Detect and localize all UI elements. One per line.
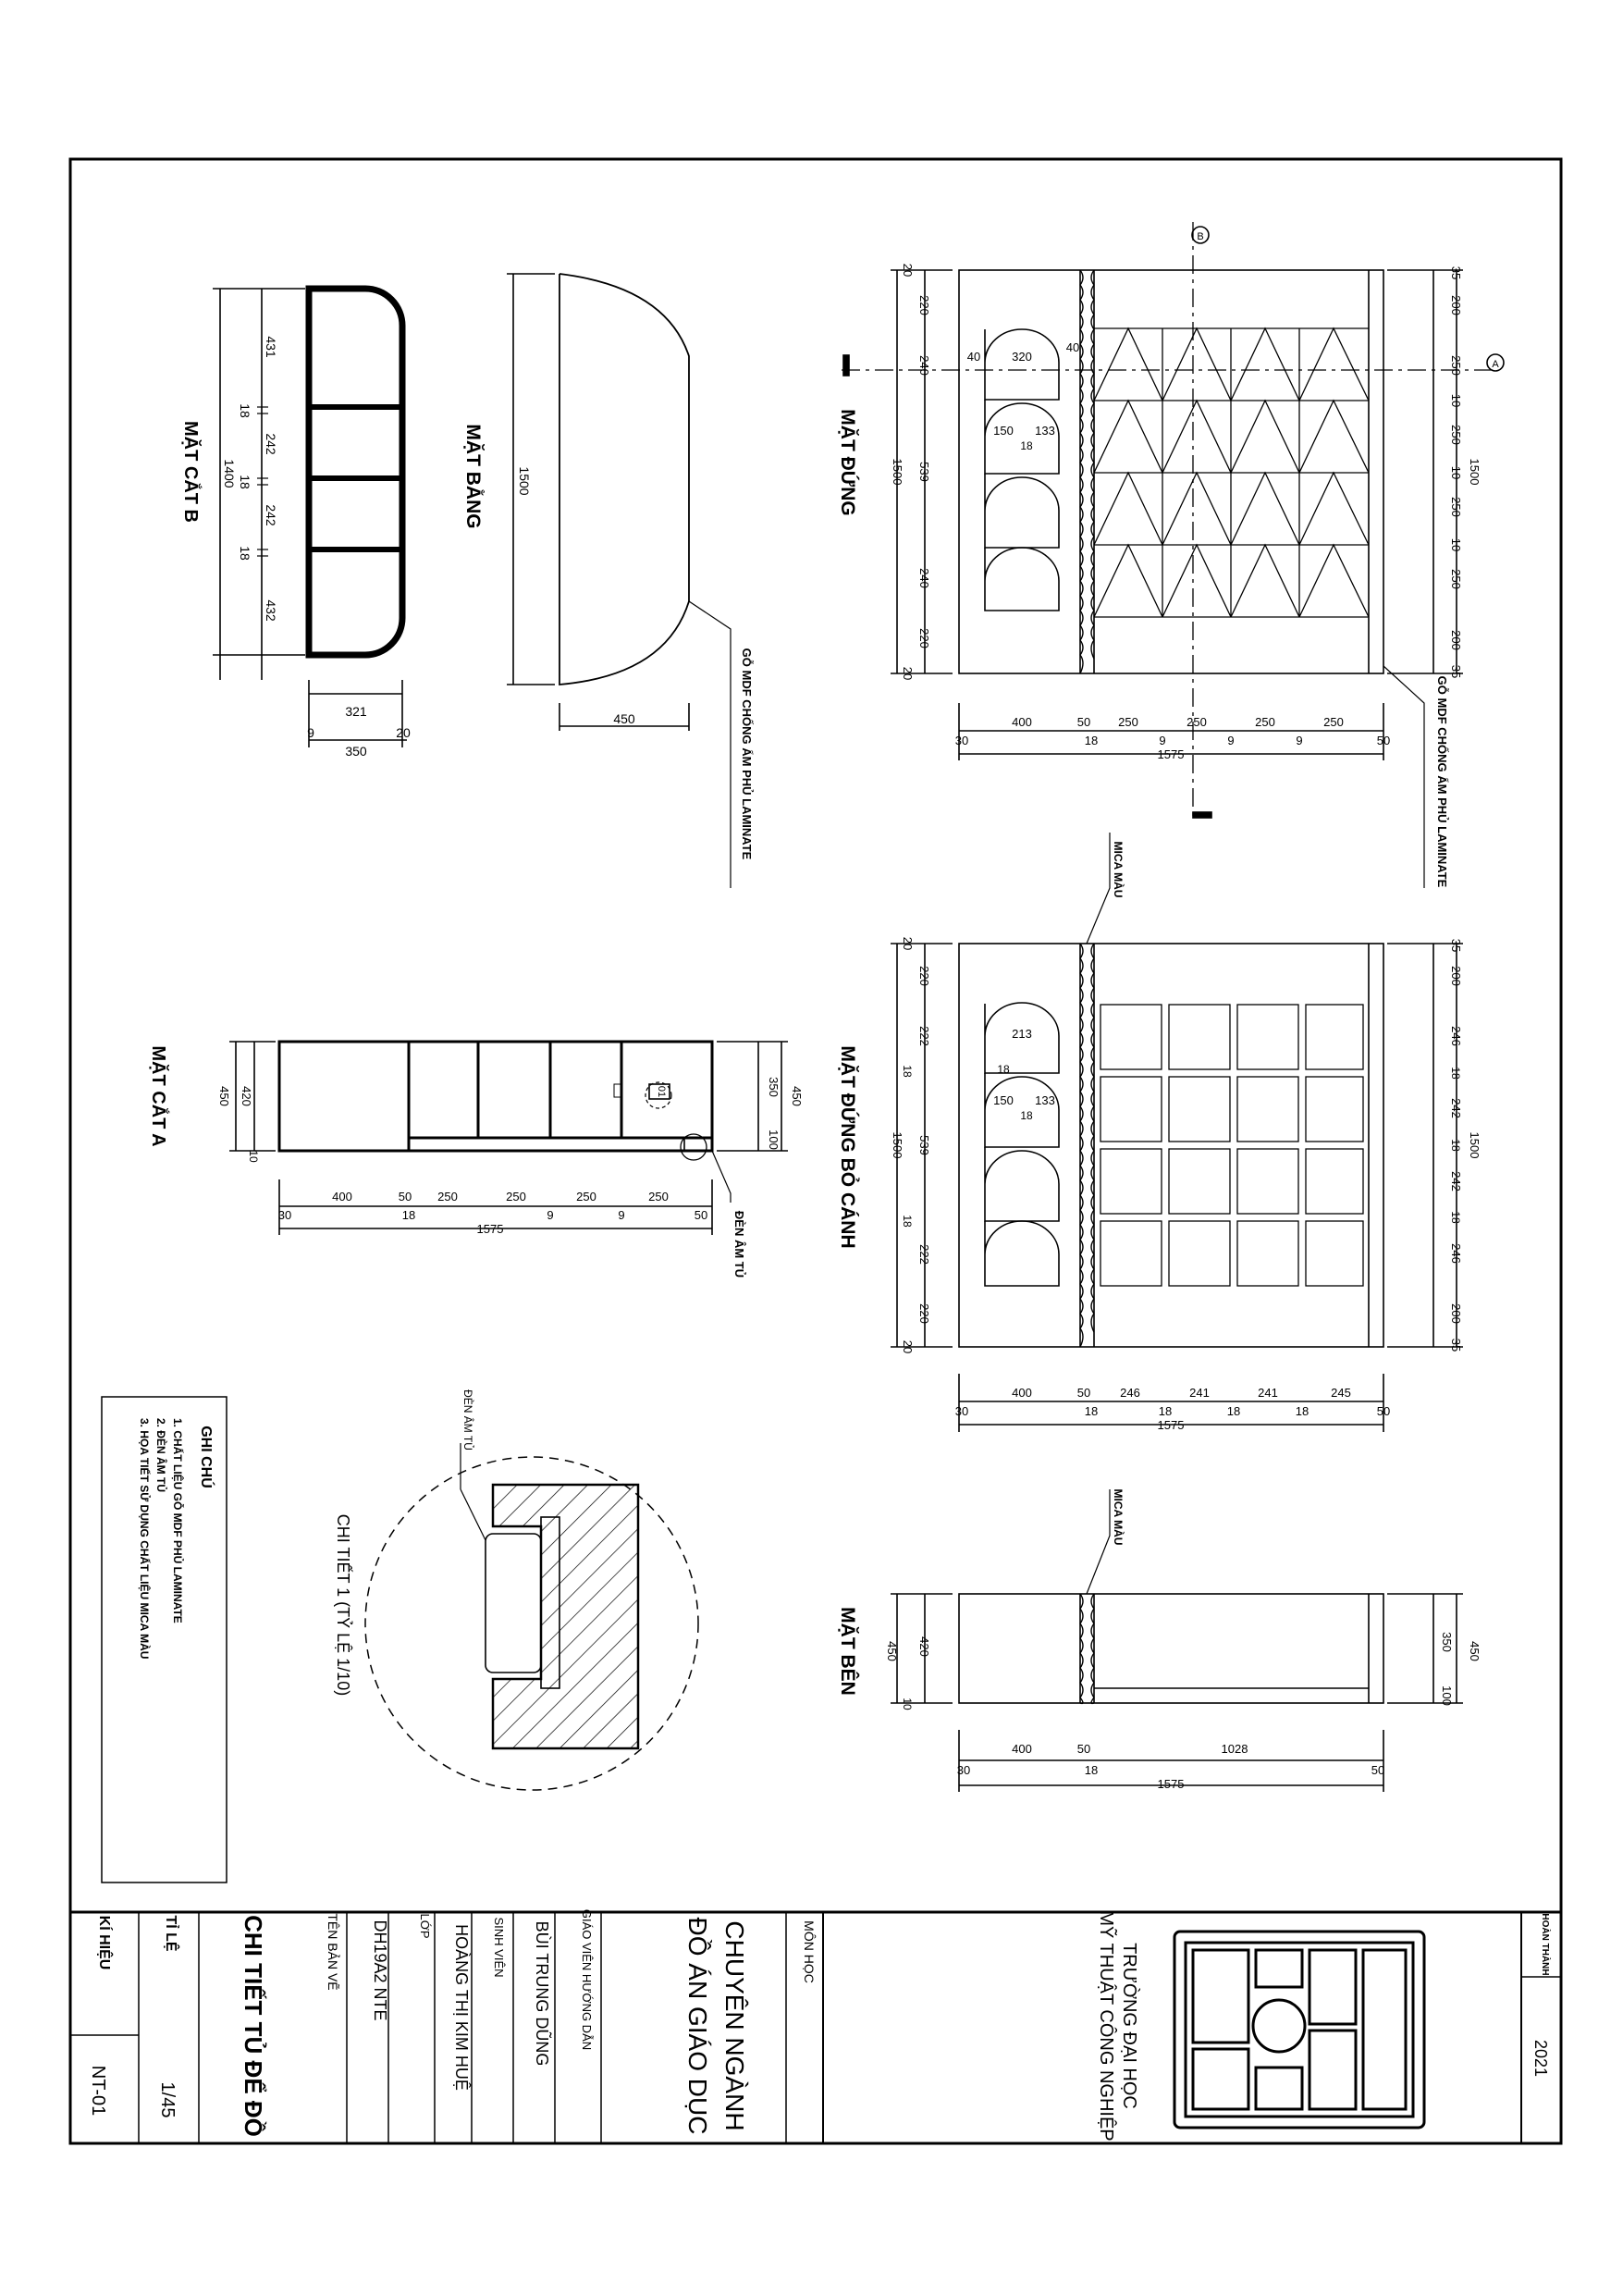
svg-text:250: 250: [1449, 425, 1463, 445]
svg-text:18: 18: [1158, 1404, 1173, 1418]
view-mat-ben: [837, 1489, 1482, 1792]
svg-text:150: 150: [993, 1093, 1014, 1107]
svg-text:400: 400: [1012, 1386, 1032, 1400]
svg-text:400: 400: [332, 1190, 352, 1204]
svg-text:220: 220: [917, 628, 931, 648]
drawing-label: TÊN BẢN VẼ: [326, 1913, 340, 1991]
svg-text:246: 246: [1449, 1243, 1463, 1264]
view-mat-cat-b: [180, 289, 411, 759]
svg-text:320: 320: [1012, 350, 1032, 364]
svg-text:20: 20: [901, 936, 915, 951]
svg-text:10: 10: [1449, 465, 1463, 480]
teacher: BÙI TRUNG DŨNG: [533, 1920, 551, 2067]
code-value: NT-01: [88, 2065, 108, 2117]
title-detail-1: CHI TIẾT 1 (TỶ LỆ 1/10): [334, 1513, 352, 1697]
svg-text:20: 20: [901, 1339, 915, 1354]
svg-text:18: 18: [1020, 1109, 1033, 1122]
svg-text:220: 220: [917, 295, 931, 315]
notes-box: [102, 1397, 227, 1882]
svg-text:1575: 1575: [476, 1222, 504, 1236]
svg-text:350: 350: [1440, 1632, 1454, 1652]
status-label: HOÀN THÀNH: [1540, 1913, 1550, 1976]
svg-text:222: 222: [917, 1026, 931, 1046]
school-line-2: MỸ THUẬT CÔNG NGHIỆP: [1096, 1910, 1116, 2142]
dim-18c: 18: [238, 546, 252, 561]
svg-text:200: 200: [1449, 966, 1463, 986]
svg-text:9: 9: [547, 1208, 554, 1222]
view-mat-cat-a: [148, 1042, 804, 1278]
class: DH19A2 NTE: [371, 1920, 389, 2021]
subject-line-1: CHUYÊN NGÀNH: [720, 1920, 749, 2131]
school-line-1: TRƯỜNG ĐẠI HỌC: [1119, 1943, 1139, 2109]
svg-text:50: 50: [1076, 1386, 1091, 1400]
svg-text:1575: 1575: [1157, 1418, 1185, 1432]
shelf-grid: [1100, 1005, 1363, 1286]
svg-text:250: 250: [576, 1190, 596, 1204]
class-label: LỚP: [418, 1913, 432, 1939]
svg-text:420: 420: [240, 1086, 253, 1106]
section-mark-b: B: [1197, 231, 1204, 242]
svg-text:240: 240: [917, 568, 931, 588]
view-mat-dung-bo-canh: [837, 833, 1482, 1432]
svg-text:50: 50: [694, 1208, 708, 1222]
svg-text:100: 100: [767, 1129, 781, 1150]
svg-text:420: 420: [917, 1636, 931, 1657]
code-label: KÍ HIỆU: [96, 1915, 112, 1970]
detail-mark-01: 01: [656, 1085, 667, 1098]
svg-text:10: 10: [1449, 393, 1463, 408]
student-label: SINH VIÊN: [492, 1917, 506, 1978]
notes-heading: GHI CHÚ: [198, 1426, 214, 1488]
svg-text:250: 250: [1449, 355, 1463, 376]
svg-text:18: 18: [1226, 1404, 1241, 1418]
svg-text:10: 10: [1449, 537, 1463, 552]
school-logo: [1174, 1932, 1424, 2128]
dim-450-plan: 450: [613, 711, 635, 726]
svg-text:10: 10: [901, 1697, 914, 1710]
svg-text:9: 9: [1227, 734, 1235, 747]
svg-text:18: 18: [1084, 1763, 1099, 1777]
svg-text:18: 18: [901, 1215, 914, 1228]
svg-text:245: 245: [1331, 1386, 1351, 1400]
svg-text:30: 30: [956, 1763, 971, 1777]
svg-text:1575: 1575: [1157, 1777, 1185, 1791]
svg-text:18: 18: [1295, 1404, 1309, 1418]
svg-text:40: 40: [966, 350, 981, 364]
arch-panels: [985, 329, 1059, 611]
note-1: 1. CHẤT LIỆU GỖ MDF PHỦ LAMINATE: [171, 1418, 184, 1623]
svg-text:18: 18: [1449, 1139, 1462, 1152]
dim-432: 432: [264, 599, 278, 622]
svg-text:50: 50: [1376, 734, 1391, 747]
section-mark-a: A: [1492, 359, 1499, 370]
svg-text:18: 18: [1084, 1404, 1099, 1418]
svg-text:18: 18: [1020, 439, 1033, 452]
svg-text:50: 50: [1076, 1742, 1091, 1756]
svg-text:240: 240: [917, 355, 931, 376]
title-mat-dung: MẶT ĐỨNG: [837, 409, 858, 516]
dim-242a: 242: [264, 433, 278, 455]
section-b-outline: [309, 289, 402, 655]
title-mat-cat-a: MẶT CẮT A: [148, 1045, 168, 1147]
svg-text:10: 10: [247, 1150, 260, 1163]
svg-text:20: 20: [901, 666, 915, 681]
svg-text:35: 35: [1449, 664, 1463, 679]
svg-text:450: 450: [1468, 1641, 1482, 1661]
student: HOÀNG THỊ KIM HUỆ: [452, 1924, 471, 2091]
svg-text:450: 450: [885, 1641, 899, 1661]
svg-text:450: 450: [790, 1086, 804, 1106]
svg-text:18: 18: [401, 1208, 416, 1222]
note-2: 2. ĐÈN ÂM TỦ: [154, 1418, 167, 1493]
svg-text:350: 350: [767, 1077, 781, 1097]
dim-350: 350: [345, 744, 367, 759]
svg-text:1500: 1500: [1468, 1131, 1482, 1159]
view-mat-bang: [462, 274, 754, 888]
svg-text:133: 133: [1035, 424, 1055, 438]
svg-text:18: 18: [1449, 1067, 1462, 1080]
svg-text:213: 213: [1012, 1027, 1032, 1041]
svg-text:18: 18: [1449, 1211, 1462, 1224]
svg-text:250: 250: [1255, 715, 1275, 729]
svg-text:30: 30: [954, 1404, 969, 1418]
svg-text:40: 40: [1065, 340, 1080, 354]
svg-text:35: 35: [1449, 265, 1463, 280]
title-mat-ben: MẶT BÊN: [837, 1607, 858, 1696]
svg-text:220: 220: [917, 966, 931, 986]
svg-text:1028: 1028: [1221, 1742, 1248, 1756]
svg-text:18: 18: [1084, 734, 1099, 747]
svg-text:200: 200: [1449, 295, 1463, 315]
subject-line-2: ĐỒ ÁN GIÁO DỤC: [683, 1917, 712, 2135]
svg-text:539: 539: [917, 462, 931, 482]
svg-text:241: 241: [1258, 1386, 1278, 1400]
svg-text:9: 9: [618, 1208, 625, 1222]
scale-label: TỈ LỆ: [163, 1915, 178, 1952]
svg-text:150: 150: [993, 424, 1014, 438]
svg-text:400: 400: [1012, 715, 1032, 729]
svg-text:200: 200: [1449, 630, 1463, 650]
svg-text:20: 20: [901, 263, 915, 278]
view-mat-dung: [837, 222, 1504, 888]
year: 2021: [1531, 2039, 1550, 2078]
svg-text:1575: 1575: [1157, 747, 1185, 761]
svg-text:220: 220: [917, 1303, 931, 1324]
svg-text:1500: 1500: [891, 458, 904, 486]
svg-text:250: 250: [506, 1190, 526, 1204]
svg-text:30: 30: [954, 734, 969, 747]
svg-text:100: 100: [1440, 1685, 1454, 1706]
svg-text:246: 246: [1120, 1386, 1140, 1400]
door-grid: [1094, 328, 1369, 617]
svg-text:30: 30: [277, 1208, 292, 1222]
svg-text:200: 200: [1449, 1303, 1463, 1324]
note-3: 3. HỌA TIẾT SỬ DỤNG CHẤT LIỆU MICA MÀU: [138, 1418, 151, 1660]
svg-text:250: 250: [1449, 497, 1463, 517]
drawing-title: CHI TIẾT TỦ ĐỂ ĐỒ: [240, 1915, 267, 2137]
svg-text:246: 246: [1449, 1026, 1463, 1046]
svg-text:1500: 1500: [1468, 458, 1482, 486]
svg-text:133: 133: [1035, 1093, 1055, 1107]
svg-text:35: 35: [1449, 938, 1463, 953]
svg-text:400: 400: [1012, 1742, 1032, 1756]
callout-mica-ben: MICA MÀU: [1112, 1488, 1125, 1546]
svg-text:9: 9: [1159, 734, 1166, 747]
dim-9: 9: [307, 725, 314, 740]
svg-text:35: 35: [1449, 1338, 1463, 1352]
subject-label: MÔN HỌC: [802, 1920, 817, 1983]
svg-text:242: 242: [1449, 1171, 1463, 1191]
svg-text:18: 18: [901, 1065, 914, 1078]
svg-text:222: 222: [917, 1244, 931, 1265]
title-block: [70, 1909, 1561, 2143]
svg-text:50: 50: [1076, 715, 1091, 729]
svg-text:539: 539: [917, 1135, 931, 1155]
callout-den-am-tu: ĐÈN ÂM TỦ: [732, 1210, 746, 1278]
plan-outline: [559, 274, 689, 685]
svg-text:250: 250: [1449, 569, 1463, 589]
svg-text:50: 50: [1376, 1404, 1391, 1418]
dim-18a: 18: [238, 403, 252, 418]
svg-text:250: 250: [648, 1190, 669, 1204]
dim-242b: 242: [264, 504, 278, 526]
svg-text:242: 242: [1449, 1098, 1463, 1118]
dim-321: 321: [345, 704, 367, 719]
title-mat-dung-bo-canh: MẶT ĐỨNG BỎ CÁNH: [837, 1045, 858, 1249]
svg-text:18: 18: [997, 1063, 1010, 1076]
dim-1400: 1400: [222, 459, 237, 488]
callout-mdf-elevation: GỖ MDF CHỐNG ẨM PHỦ LAMINATE: [1435, 675, 1449, 888]
svg-text:450: 450: [217, 1086, 231, 1106]
callout-mdf-plan: GỖ MDF CHỐNG ẨM PHỦ LAMINATE: [740, 648, 754, 860]
view-detail-1: [334, 1389, 698, 1790]
title-mat-cat-b: MẶT CẮT B: [180, 421, 201, 523]
svg-text:50: 50: [1371, 1763, 1385, 1777]
dim-20: 20: [396, 725, 411, 740]
callout-mica-bo-canh: MICA MÀU: [1112, 841, 1125, 898]
svg-text:1500: 1500: [891, 1131, 904, 1159]
svg-text:250: 250: [1118, 715, 1138, 729]
svg-text:250: 250: [1323, 715, 1344, 729]
teacher-label: GIÁO VIÊN HƯỚNG DẪN: [580, 1908, 594, 2051]
dim-1500-plan: 1500: [517, 466, 532, 496]
svg-text:250: 250: [437, 1190, 458, 1204]
svg-text:241: 241: [1189, 1386, 1210, 1400]
callout-den-am-tu-detail: ĐÈN ÂM TỦ: [461, 1389, 474, 1450]
dim-18b: 18: [238, 475, 252, 489]
dim-431: 431: [264, 336, 278, 358]
scale-value: 1/45: [157, 2081, 178, 2118]
title-mat-bang: MẶT BẰNG: [462, 424, 484, 529]
svg-text:9: 9: [1296, 734, 1303, 747]
svg-text:250: 250: [1187, 715, 1207, 729]
svg-text:50: 50: [398, 1190, 412, 1204]
